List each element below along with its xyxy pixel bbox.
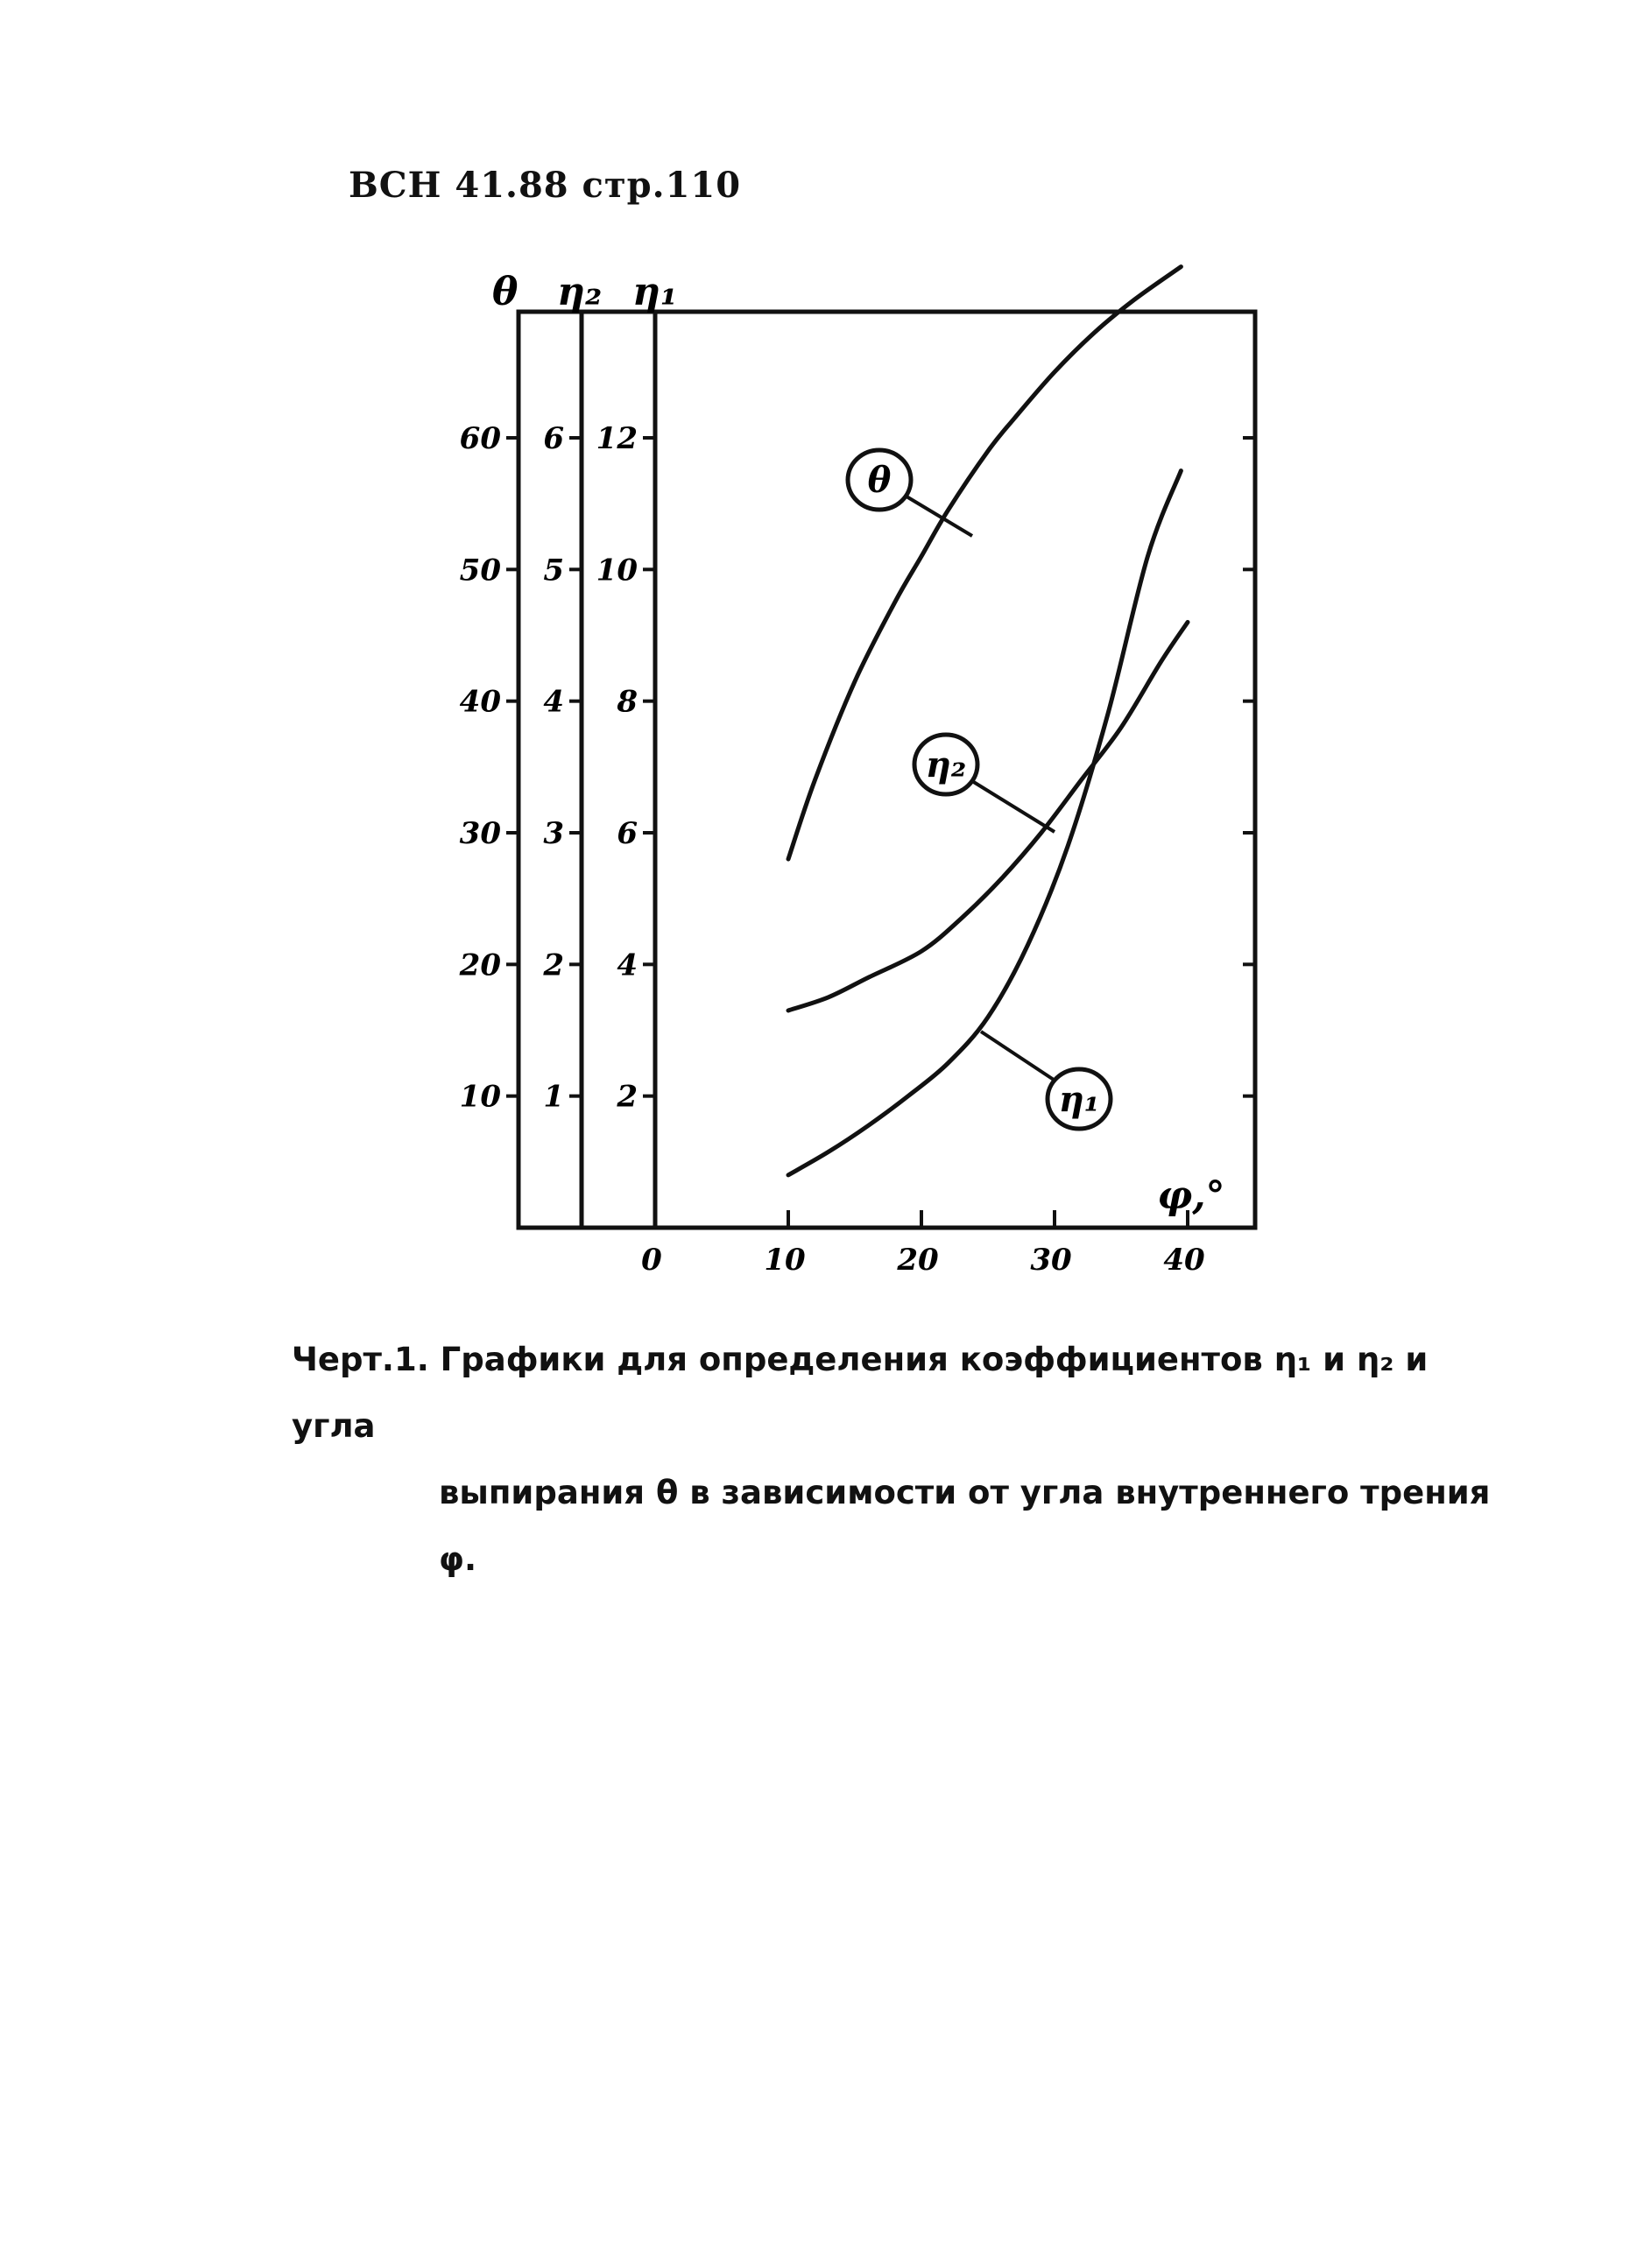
x-axis-label: φ,°	[1157, 1173, 1225, 1218]
series-label: η₁	[1058, 1079, 1100, 1120]
y-tick-label: 2	[543, 947, 564, 983]
y-tick-label: 20	[459, 947, 501, 983]
page-header: ВСН 41.88 стр.110	[349, 165, 742, 206]
x-tick-label: 40	[1163, 1243, 1205, 1278]
figure-caption	[292, 1327, 1518, 1593]
y-tick-label: 12	[596, 421, 638, 456]
y-tick-label: 3	[543, 816, 564, 851]
y-tick-label: 1	[543, 1079, 564, 1115]
x-tick-label: 10	[764, 1243, 806, 1278]
series-line-0	[788, 267, 1181, 860]
y-tick-label: 10	[596, 553, 638, 588]
y-tick-label: 5	[543, 553, 564, 588]
y-tick-label: 6	[543, 421, 564, 456]
y-tick-label: 50	[459, 553, 501, 588]
leader-line	[907, 497, 972, 536]
leader-line	[972, 781, 1055, 832]
y-tick-label: 8	[617, 684, 638, 720]
series-line-1	[788, 622, 1188, 1010]
series-label: η₂	[925, 744, 967, 785]
leader-line	[981, 1032, 1054, 1080]
series-label: θ	[867, 460, 892, 501]
x-tick-label: 20	[897, 1243, 939, 1278]
y-tick-label: 4	[617, 947, 638, 983]
x-tick-label: 0	[641, 1243, 662, 1278]
y-tick-label: 40	[459, 684, 501, 720]
y-tick-label: 4	[543, 684, 564, 720]
y-tick-label: 2	[617, 1079, 638, 1115]
caption-line-1: Черт.1. Графики для определения коэффициентов η₁ и η₂ и угла	[292, 1341, 1429, 1445]
series-line-2	[788, 471, 1181, 1175]
y-tick-label: 30	[459, 816, 501, 851]
axis-name-2: η₁	[632, 270, 678, 314]
caption-line-2: выпирания θ в зависимости от угла внутреннего трения φ.	[439, 1474, 1491, 1578]
axis-name-0: θ	[492, 270, 519, 314]
y-tick-label: 6	[617, 816, 638, 851]
y-tick-label: 60	[459, 421, 501, 456]
y-tick-label: 10	[459, 1079, 501, 1115]
axis-name-1: η₂	[557, 270, 603, 314]
x-tick-label: 30	[1030, 1243, 1072, 1278]
